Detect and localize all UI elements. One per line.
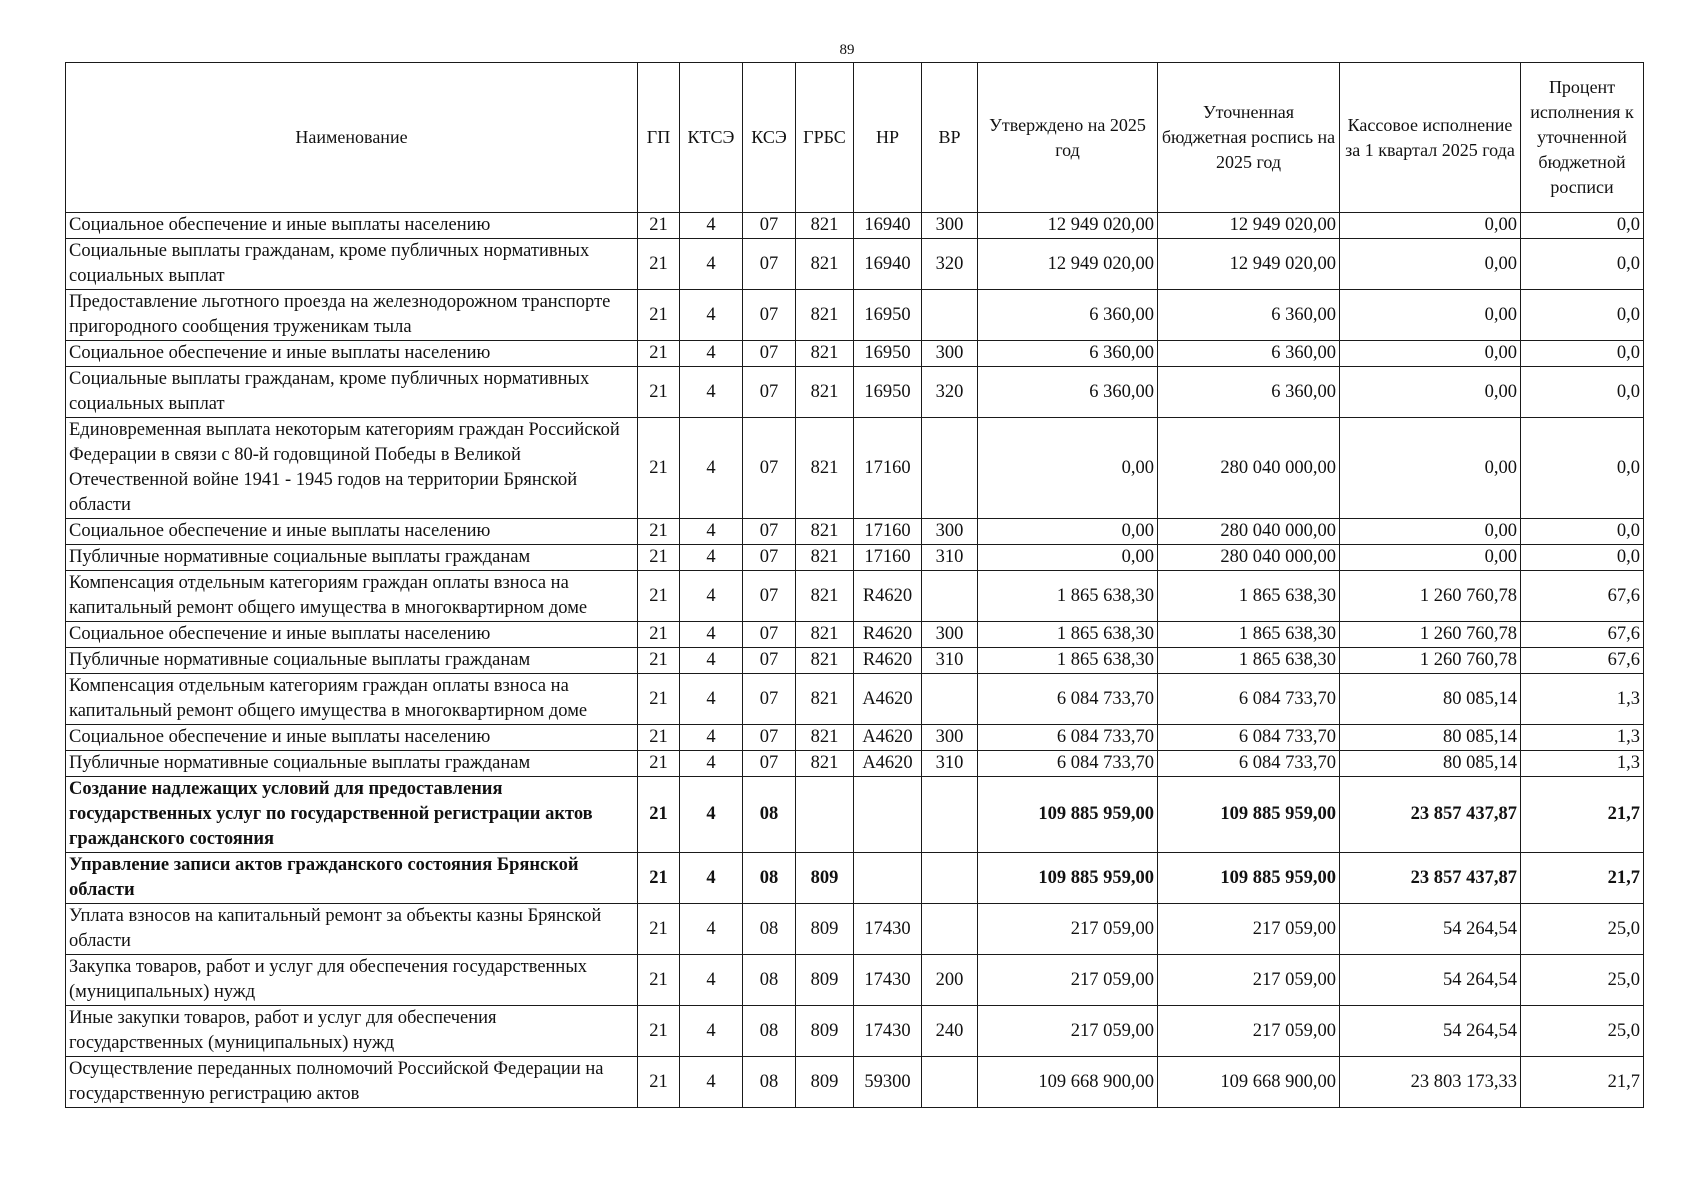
table-header xyxy=(66,63,1644,213)
row-gp-cell: 21 xyxy=(638,239,680,290)
row-refined-cell: 109 668 900,00 xyxy=(1158,1057,1340,1108)
row-kse-cell: 08 xyxy=(743,777,796,853)
row-cash-cell: 54 264,54 xyxy=(1340,955,1521,1006)
row-kse-cell: 07 xyxy=(743,674,796,725)
row-vr-cell xyxy=(922,777,978,853)
row-grbs-cell: 821 xyxy=(796,648,854,674)
table-row xyxy=(66,545,1644,571)
row-refined-cell: 1 865 638,30 xyxy=(1158,648,1340,674)
row-vr-cell xyxy=(922,418,978,519)
row-gp-cell: 21 xyxy=(638,674,680,725)
row-refined-cell: 280 040 000,00 xyxy=(1158,418,1340,519)
row-percent-cell: 21,7 xyxy=(1521,1057,1644,1108)
table-row xyxy=(66,519,1644,545)
row-refined-cell: 109 885 959,00 xyxy=(1158,853,1340,904)
row-percent-cell: 0,0 xyxy=(1521,290,1644,341)
row-nr-cell: 16940 xyxy=(854,239,922,290)
row-percent-cell: 0,0 xyxy=(1521,545,1644,571)
row-name-cell: Социальные выплаты гражданам, кроме публичных нормативных социальных выплат xyxy=(66,239,638,290)
row-cash-cell: 54 264,54 xyxy=(1340,1006,1521,1057)
row-nr-cell: R4620 xyxy=(854,622,922,648)
row-ktse-cell: 4 xyxy=(680,519,743,545)
row-approved-cell: 12 949 020,00 xyxy=(978,239,1158,290)
row-approved-cell: 12 949 020,00 xyxy=(978,213,1158,239)
row-grbs-cell: 809 xyxy=(796,1057,854,1108)
row-gp-cell: 21 xyxy=(638,777,680,853)
row-refined-cell: 6 084 733,70 xyxy=(1158,751,1340,777)
row-vr-cell xyxy=(922,674,978,725)
row-percent-cell: 1,3 xyxy=(1521,751,1644,777)
row-grbs-cell: 821 xyxy=(796,674,854,725)
row-name-cell: Компенсация отдельным категориям граждан оплаты взноса на капитальный ремонт общего имущества в многоквартирном доме xyxy=(66,571,638,622)
row-grbs-cell: 809 xyxy=(796,955,854,1006)
row-percent-cell: 0,0 xyxy=(1521,418,1644,519)
row-cash-cell: 23 857 437,87 xyxy=(1340,777,1521,853)
row-refined-cell: 217 059,00 xyxy=(1158,904,1340,955)
row-approved-cell: 217 059,00 xyxy=(978,1006,1158,1057)
row-vr-cell: 200 xyxy=(922,955,978,1006)
header-row xyxy=(66,63,1644,213)
row-gp-cell: 21 xyxy=(638,418,680,519)
row-name-cell: Компенсация отдельным категориям граждан оплаты взноса на капитальный ремонт общего имущества в многоквартирном доме xyxy=(66,674,638,725)
column-header-grbs: ГРБС xyxy=(796,63,854,213)
row-nr-cell: 17430 xyxy=(854,955,922,1006)
row-gp-cell: 21 xyxy=(638,545,680,571)
row-vr-cell xyxy=(922,904,978,955)
row-kse-cell: 07 xyxy=(743,545,796,571)
row-vr-cell xyxy=(922,571,978,622)
row-grbs-cell: 821 xyxy=(796,290,854,341)
row-name-cell: Социальное обеспечение и иные выплаты населению xyxy=(66,622,638,648)
row-grbs-cell: 809 xyxy=(796,853,854,904)
row-name-cell: Управление записи актов гражданского состояния Брянской области xyxy=(66,853,638,904)
row-grbs-cell: 809 xyxy=(796,904,854,955)
row-gp-cell: 21 xyxy=(638,904,680,955)
row-cash-cell: 0,00 xyxy=(1340,290,1521,341)
table-row xyxy=(66,239,1644,290)
row-kse-cell: 08 xyxy=(743,1057,796,1108)
row-gp-cell: 21 xyxy=(638,725,680,751)
row-percent-cell: 0,0 xyxy=(1521,213,1644,239)
row-ktse-cell: 4 xyxy=(680,853,743,904)
row-name-cell: Предоставление льготного проезда на железнодорожном транспорте пригородного сообщения труженикам тыла xyxy=(66,290,638,341)
table-body xyxy=(66,213,1644,1108)
row-ktse-cell: 4 xyxy=(680,648,743,674)
row-name-cell: Социальное обеспечение и иные выплаты населению xyxy=(66,519,638,545)
row-kse-cell: 07 xyxy=(743,341,796,367)
column-header-name: Наименование xyxy=(66,63,638,213)
row-kse-cell: 07 xyxy=(743,367,796,418)
row-nr-cell xyxy=(854,777,922,853)
column-header-cash: Кассовое исполнение за 1 квартал 2025 года xyxy=(1340,63,1521,213)
row-percent-cell: 0,0 xyxy=(1521,239,1644,290)
row-grbs-cell: 821 xyxy=(796,545,854,571)
row-vr-cell xyxy=(922,1057,978,1108)
row-name-cell: Социальное обеспечение и иные выплаты населению xyxy=(66,725,638,751)
row-refined-cell: 12 949 020,00 xyxy=(1158,213,1340,239)
row-ktse-cell: 4 xyxy=(680,290,743,341)
row-name-cell: Публичные нормативные социальные выплаты гражданам xyxy=(66,545,638,571)
row-kse-cell: 08 xyxy=(743,904,796,955)
row-refined-cell: 109 885 959,00 xyxy=(1158,777,1340,853)
row-name-cell: Социальное обеспечение и иные выплаты населению xyxy=(66,341,638,367)
row-percent-cell: 25,0 xyxy=(1521,904,1644,955)
row-grbs-cell: 821 xyxy=(796,341,854,367)
row-kse-cell: 07 xyxy=(743,290,796,341)
row-vr-cell xyxy=(922,853,978,904)
row-nr-cell: 16940 xyxy=(854,213,922,239)
column-header-ktse: КТСЭ xyxy=(680,63,743,213)
row-kse-cell: 08 xyxy=(743,1006,796,1057)
row-kse-cell: 07 xyxy=(743,519,796,545)
page-number: 89 xyxy=(839,42,855,58)
row-name-cell: Уплата взносов на капитальный ремонт за объекты казны Брянской области xyxy=(66,904,638,955)
row-gp-cell: 21 xyxy=(638,367,680,418)
table-row xyxy=(66,955,1644,1006)
row-approved-cell: 109 885 959,00 xyxy=(978,853,1158,904)
row-gp-cell: 21 xyxy=(638,648,680,674)
row-ktse-cell: 4 xyxy=(680,1006,743,1057)
row-approved-cell: 0,00 xyxy=(978,519,1158,545)
row-grbs-cell xyxy=(796,777,854,853)
row-approved-cell: 6 360,00 xyxy=(978,290,1158,341)
column-header-kse: КСЭ xyxy=(743,63,796,213)
row-name-cell: Единовременная выплата некоторым категориям граждан Российской Федерации в связи с 80-й годовщиной Победы в Великой Отечественной войне 1941 - 1945 годов на территории Брянской области xyxy=(66,418,638,519)
table-row xyxy=(66,213,1644,239)
row-cash-cell: 23 803 173,33 xyxy=(1340,1057,1521,1108)
row-vr-cell: 320 xyxy=(922,367,978,418)
row-vr-cell: 300 xyxy=(922,725,978,751)
row-vr-cell: 320 xyxy=(922,239,978,290)
row-name-cell: Иные закупки товаров, работ и услуг для обеспечения государственных (муниципальных) нужд xyxy=(66,1006,638,1057)
row-gp-cell: 21 xyxy=(638,1006,680,1057)
row-nr-cell: 17430 xyxy=(854,904,922,955)
row-grbs-cell: 821 xyxy=(796,622,854,648)
row-gp-cell: 21 xyxy=(638,622,680,648)
row-percent-cell: 67,6 xyxy=(1521,648,1644,674)
row-refined-cell: 217 059,00 xyxy=(1158,955,1340,1006)
row-kse-cell: 07 xyxy=(743,622,796,648)
row-vr-cell: 300 xyxy=(922,213,978,239)
row-percent-cell: 0,0 xyxy=(1521,519,1644,545)
row-percent-cell: 21,7 xyxy=(1521,853,1644,904)
row-nr-cell: 16950 xyxy=(854,341,922,367)
row-approved-cell: 217 059,00 xyxy=(978,955,1158,1006)
row-grbs-cell: 821 xyxy=(796,367,854,418)
row-cash-cell: 1 260 760,78 xyxy=(1340,571,1521,622)
row-kse-cell: 07 xyxy=(743,648,796,674)
column-header-gp: ГП xyxy=(638,63,680,213)
row-gp-cell: 21 xyxy=(638,955,680,1006)
row-percent-cell: 25,0 xyxy=(1521,1006,1644,1057)
row-grbs-cell: 821 xyxy=(796,213,854,239)
table-row xyxy=(66,674,1644,725)
row-cash-cell: 0,00 xyxy=(1340,418,1521,519)
table-row xyxy=(66,571,1644,622)
row-approved-cell: 6 084 733,70 xyxy=(978,751,1158,777)
row-nr-cell: А4620 xyxy=(854,725,922,751)
row-cash-cell: 1 260 760,78 xyxy=(1340,648,1521,674)
row-approved-cell: 109 668 900,00 xyxy=(978,1057,1158,1108)
row-percent-cell: 67,6 xyxy=(1521,622,1644,648)
table-row xyxy=(66,418,1644,519)
row-nr-cell: 59300 xyxy=(854,1057,922,1108)
budget-table xyxy=(65,62,1644,1108)
row-nr-cell: 17430 xyxy=(854,1006,922,1057)
row-cash-cell: 80 085,14 xyxy=(1340,751,1521,777)
row-grbs-cell: 809 xyxy=(796,1006,854,1057)
row-vr-cell: 300 xyxy=(922,341,978,367)
table-row xyxy=(66,725,1644,751)
row-ktse-cell: 4 xyxy=(680,751,743,777)
row-nr-cell: 17160 xyxy=(854,418,922,519)
table-row xyxy=(66,341,1644,367)
row-approved-cell: 6 084 733,70 xyxy=(978,725,1158,751)
row-refined-cell: 1 865 638,30 xyxy=(1158,622,1340,648)
row-nr-cell: 16950 xyxy=(854,367,922,418)
row-refined-cell: 6 084 733,70 xyxy=(1158,674,1340,725)
row-approved-cell: 1 865 638,30 xyxy=(978,622,1158,648)
row-gp-cell: 21 xyxy=(638,290,680,341)
row-cash-cell: 0,00 xyxy=(1340,545,1521,571)
table-row xyxy=(66,367,1644,418)
row-approved-cell: 1 865 638,30 xyxy=(978,648,1158,674)
row-kse-cell: 07 xyxy=(743,725,796,751)
row-refined-cell: 6 084 733,70 xyxy=(1158,725,1340,751)
row-percent-cell: 1,3 xyxy=(1521,725,1644,751)
row-cash-cell: 54 264,54 xyxy=(1340,904,1521,955)
row-ktse-cell: 4 xyxy=(680,904,743,955)
row-kse-cell: 08 xyxy=(743,853,796,904)
row-ktse-cell: 4 xyxy=(680,674,743,725)
row-vr-cell: 300 xyxy=(922,622,978,648)
table-row xyxy=(66,622,1644,648)
row-name-cell: Осуществление переданных полномочий Российской Федерации на государственную регистрацию актов xyxy=(66,1057,638,1108)
row-nr-cell: А4620 xyxy=(854,751,922,777)
row-nr-cell xyxy=(854,853,922,904)
row-cash-cell: 0,00 xyxy=(1340,367,1521,418)
row-vr-cell: 310 xyxy=(922,648,978,674)
row-percent-cell: 0,0 xyxy=(1521,367,1644,418)
row-vr-cell xyxy=(922,290,978,341)
row-nr-cell: 17160 xyxy=(854,545,922,571)
row-percent-cell: 25,0 xyxy=(1521,955,1644,1006)
row-vr-cell: 310 xyxy=(922,751,978,777)
row-cash-cell: 0,00 xyxy=(1340,519,1521,545)
row-nr-cell: R4620 xyxy=(854,648,922,674)
row-gp-cell: 21 xyxy=(638,853,680,904)
row-refined-cell: 6 360,00 xyxy=(1158,290,1340,341)
row-grbs-cell: 821 xyxy=(796,751,854,777)
row-refined-cell: 12 949 020,00 xyxy=(1158,239,1340,290)
row-approved-cell: 1 865 638,30 xyxy=(978,571,1158,622)
row-grbs-cell: 821 xyxy=(796,571,854,622)
row-ktse-cell: 4 xyxy=(680,777,743,853)
row-cash-cell: 0,00 xyxy=(1340,239,1521,290)
row-name-cell: Закупка товаров, работ и услуг для обеспечения государственных (муниципальных) нужд xyxy=(66,955,638,1006)
row-ktse-cell: 4 xyxy=(680,571,743,622)
row-name-cell: Создание надлежащих условий для предоставления государственных услуг по государственной регистрации актов гражданского состояния xyxy=(66,777,638,853)
table-row xyxy=(66,648,1644,674)
row-percent-cell: 67,6 xyxy=(1521,571,1644,622)
row-ktse-cell: 4 xyxy=(680,955,743,1006)
row-kse-cell: 07 xyxy=(743,571,796,622)
row-percent-cell: 0,0 xyxy=(1521,341,1644,367)
row-nr-cell: 16950 xyxy=(854,290,922,341)
row-cash-cell: 80 085,14 xyxy=(1340,725,1521,751)
row-ktse-cell: 4 xyxy=(680,725,743,751)
row-ktse-cell: 4 xyxy=(680,418,743,519)
row-cash-cell: 0,00 xyxy=(1340,213,1521,239)
row-refined-cell: 280 040 000,00 xyxy=(1158,545,1340,571)
row-ktse-cell: 4 xyxy=(680,622,743,648)
row-percent-cell: 1,3 xyxy=(1521,674,1644,725)
table-row xyxy=(66,1057,1644,1108)
row-gp-cell: 21 xyxy=(638,213,680,239)
row-approved-cell: 217 059,00 xyxy=(978,904,1158,955)
table-row xyxy=(66,904,1644,955)
row-refined-cell: 6 360,00 xyxy=(1158,367,1340,418)
row-nr-cell: 17160 xyxy=(854,519,922,545)
row-grbs-cell: 821 xyxy=(796,725,854,751)
column-header-nr: НР xyxy=(854,63,922,213)
row-refined-cell: 6 360,00 xyxy=(1158,341,1340,367)
row-approved-cell: 0,00 xyxy=(978,545,1158,571)
row-vr-cell: 300 xyxy=(922,519,978,545)
row-gp-cell: 21 xyxy=(638,571,680,622)
row-name-cell: Публичные нормативные социальные выплаты гражданам xyxy=(66,751,638,777)
row-cash-cell: 0,00 xyxy=(1340,341,1521,367)
row-kse-cell: 08 xyxy=(743,955,796,1006)
row-kse-cell: 07 xyxy=(743,418,796,519)
row-vr-cell: 310 xyxy=(922,545,978,571)
row-percent-cell: 21,7 xyxy=(1521,777,1644,853)
row-nr-cell: А4620 xyxy=(854,674,922,725)
row-refined-cell: 1 865 638,30 xyxy=(1158,571,1340,622)
row-name-cell: Социальные выплаты гражданам, кроме публичных нормативных социальных выплат xyxy=(66,367,638,418)
row-cash-cell: 23 857 437,87 xyxy=(1340,853,1521,904)
row-gp-cell: 21 xyxy=(638,1057,680,1108)
row-ktse-cell: 4 xyxy=(680,367,743,418)
row-ktse-cell: 4 xyxy=(680,213,743,239)
row-ktse-cell: 4 xyxy=(680,239,743,290)
row-cash-cell: 1 260 760,78 xyxy=(1340,622,1521,648)
table-row xyxy=(66,1006,1644,1057)
row-ktse-cell: 4 xyxy=(680,1057,743,1108)
row-refined-cell: 280 040 000,00 xyxy=(1158,519,1340,545)
row-refined-cell: 217 059,00 xyxy=(1158,1006,1340,1057)
column-header-vr: ВР xyxy=(922,63,978,213)
row-cash-cell: 80 085,14 xyxy=(1340,674,1521,725)
column-header-approved: Утверждено на 2025 год xyxy=(978,63,1158,213)
row-ktse-cell: 4 xyxy=(680,341,743,367)
row-kse-cell: 07 xyxy=(743,751,796,777)
row-kse-cell: 07 xyxy=(743,239,796,290)
row-gp-cell: 21 xyxy=(638,751,680,777)
row-grbs-cell: 821 xyxy=(796,519,854,545)
row-name-cell: Публичные нормативные социальные выплаты гражданам xyxy=(66,648,638,674)
row-vr-cell: 240 xyxy=(922,1006,978,1057)
row-nr-cell: R4620 xyxy=(854,571,922,622)
row-approved-cell: 6 360,00 xyxy=(978,367,1158,418)
column-header-refined: Уточненная бюджетная роспись на 2025 год xyxy=(1158,63,1340,213)
row-approved-cell: 6 360,00 xyxy=(978,341,1158,367)
row-grbs-cell: 821 xyxy=(796,239,854,290)
row-ktse-cell: 4 xyxy=(680,545,743,571)
row-name-cell: Социальное обеспечение и иные выплаты населению xyxy=(66,213,638,239)
table-row xyxy=(66,751,1644,777)
table-row xyxy=(66,777,1644,853)
row-approved-cell: 0,00 xyxy=(978,418,1158,519)
row-approved-cell: 6 084 733,70 xyxy=(978,674,1158,725)
row-approved-cell: 109 885 959,00 xyxy=(978,777,1158,853)
table-row xyxy=(66,853,1644,904)
row-grbs-cell: 821 xyxy=(796,418,854,519)
row-gp-cell: 21 xyxy=(638,341,680,367)
column-header-percent: Процент исполнения к уточненной бюджетной росписи xyxy=(1521,63,1644,213)
table-row xyxy=(66,290,1644,341)
row-gp-cell: 21 xyxy=(638,519,680,545)
row-kse-cell: 07 xyxy=(743,213,796,239)
